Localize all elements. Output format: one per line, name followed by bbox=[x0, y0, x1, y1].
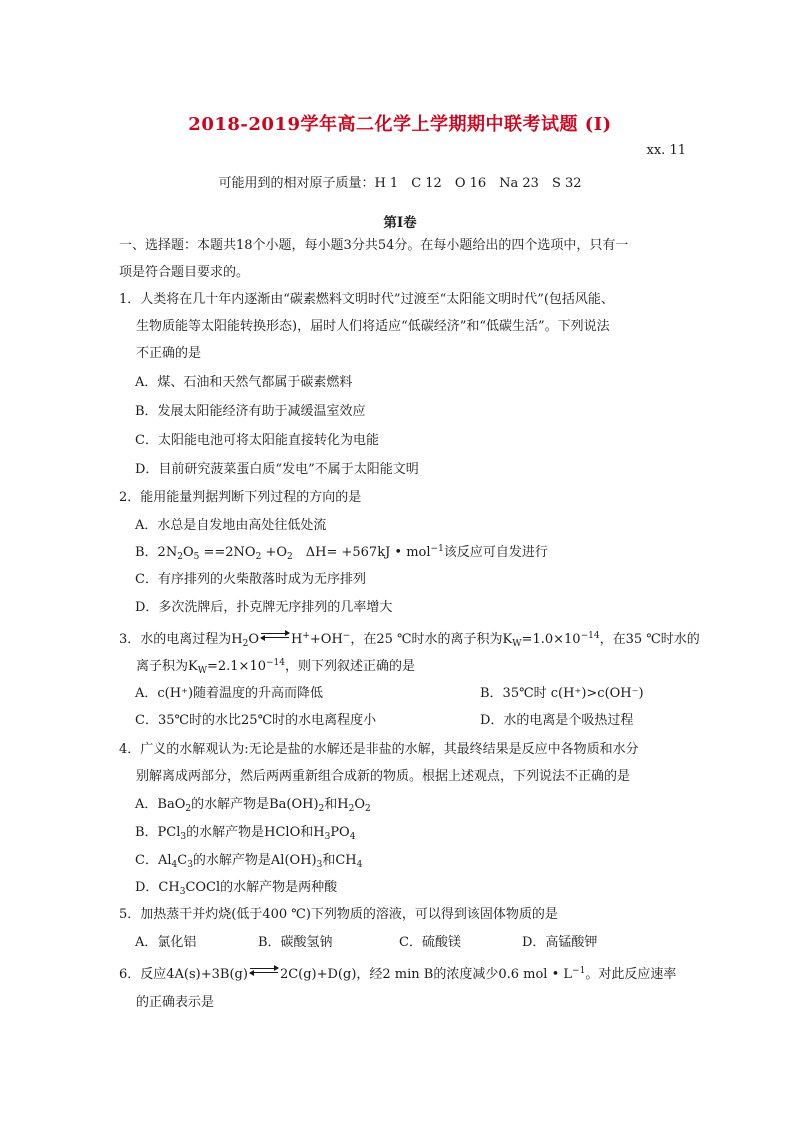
q1-option-c: C．太阳能电池可将太阳能直接转化为电能 bbox=[135, 433, 379, 448]
volume-heading: 第Ⅰ卷 bbox=[383, 215, 417, 231]
q4-stem-line1: 4．广义的水解观认为:无论是盐的水解还是非盐的水解，其最终结果是反应中各物质和水分 bbox=[119, 742, 639, 757]
q2-stem: 2．能用能量判据判断下列过程的方向的是 bbox=[119, 490, 362, 505]
q5-option-d: D．高锰酸钾 bbox=[522, 935, 598, 950]
q5-option-c: C．硫酸镁 bbox=[399, 935, 461, 950]
q6-stem-line1: 6．反应4A(s)+3B(g) 2C(g)+D(g)，经2 min B的浓度减少0.6 mol • $L^{-1}$。对此反应速率 bbox=[119, 966, 677, 982]
q5-option-b: B．碳酸氢钠 bbox=[258, 935, 333, 950]
equilibrium-arrow-icon bbox=[248, 966, 280, 976]
q2-option-c: C．有序排列的火柴散落时成为无序排列 bbox=[135, 572, 366, 587]
q3-stem-line1: 3．水的电离过程为$H_2O$ H++OH−，在25 ℃时水的离子积为$K_W=1.0\times 10^{-14}$，在35 ℃时水的 bbox=[119, 631, 700, 649]
q3-stem-line2: 离子积为$K_W=2.1\times 10^{-14}$，则下列叙述正确的是 bbox=[136, 658, 416, 676]
q4-option-c: C．$Al_4C_3$的水解产物是$Al(OH)_3$和$CH_4$ bbox=[135, 853, 363, 870]
q3-option-a: A．c(H⁺)随着温度的升高而降低 bbox=[135, 686, 324, 701]
exam-title: 2018-2019学年高二化学上学期期中联考试题 (I) bbox=[188, 114, 612, 135]
equilibrium-arrow-icon bbox=[259, 631, 291, 641]
q1-stem-line1: 1．人类将在几十年内逐渐由“碳素燃料文明时代”过渡至“太阳能文明时代”(包括风能、 bbox=[119, 292, 614, 307]
q5-option-a: A．氯化铝 bbox=[135, 935, 197, 950]
q4-option-b: B．PCl$_3$的水解产物是HClO和$H_3PO_4$ bbox=[135, 825, 356, 842]
q2-option-d: D．多次洗牌后，扑克牌无序排列的几率增大 bbox=[135, 600, 393, 615]
section-instructions-line2: 项是符合题目要求的。 bbox=[119, 265, 250, 280]
q1-stem-line3: 不正确的是 bbox=[136, 346, 202, 361]
q3-option-d: D．水的电离是个吸热过程 bbox=[480, 713, 634, 728]
q3-option-b: B．35℃时 c(H⁺)>c(OH⁻) bbox=[480, 686, 644, 701]
q5-stem: 5．加热蒸干并灼烧(低于400 ℃)下列物质的溶液，可以得到该固体物质的是 bbox=[119, 907, 558, 922]
q1-option-a: A．煤、石油和天然气都属于碳素燃料 bbox=[135, 375, 353, 390]
atomic-masses: 可能用到的相对原子质量：H 1 C 12 O 16 Na 23 S 32 bbox=[218, 176, 582, 191]
q1-stem-line2: 生物质能等太阳能转换形态)，届时人们将适应“低碳经济”和“低碳生活”。下列说法 bbox=[136, 319, 610, 334]
q2-option-a: A．水总是自发地由高处往低处流 bbox=[135, 518, 327, 533]
q5-options bbox=[135, 934, 645, 952]
section-instructions-line1: 一、选择题：本题共18个小题，每小题3分共54分。在每小题给出的四个选项中，只有一 bbox=[119, 238, 629, 253]
q4-stem-line2: 别解离成两部分，然后两两重新组合成新的物质。根据上述观点，下列说法不正确的是 bbox=[136, 769, 631, 784]
q6-stem-line2: 的正确表示是 bbox=[136, 995, 215, 1010]
q1-option-d: D．目前研究菠菜蛋白质“发电”不属于太阳能文明 bbox=[135, 462, 419, 477]
q2-option-b: B．$2N_2O_5 ==2NO_2 +O_2$ ΔH= +567kJ • mol$^{-1}$该反应可自发进行 bbox=[135, 544, 548, 562]
q1-option-b: B．发展太阳能经济有助于减缓温室效应 bbox=[135, 404, 366, 419]
q4-option-a: A．BaO$_2$的水解产物是$Ba(OH)_2$和$H_2O_2$ bbox=[135, 797, 371, 814]
exam-date: xx. 11 bbox=[646, 143, 686, 158]
q3-option-c: C．35℃时的水比25℃时的水电离程度小 bbox=[135, 713, 377, 728]
q4-option-d: D．$CH_3COCl$的水解产物是两种酸 bbox=[135, 880, 338, 897]
